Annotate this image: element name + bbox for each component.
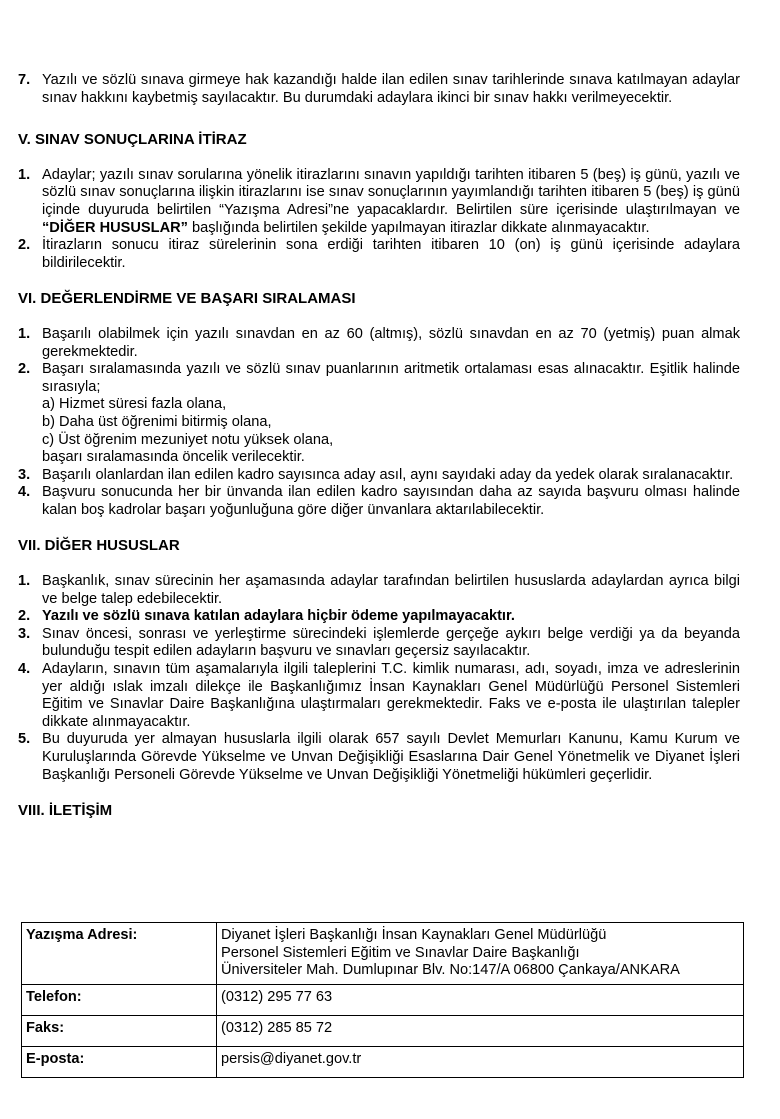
fax-label: Faks: <box>22 1016 217 1047</box>
item-text: Yazılı ve sözlü sınava girmeye hak kazandığı halde ilan edilen sınav tarihlerinde sınava katılmayan adaylar sınav hakkını kaybetmiş sayılacaktır. Bu durumdaki adaylara ikinci bir sınav hakkı verilmeyecektir. <box>42 72 740 106</box>
section-title-degerlendirme: VI. DEĞERLENDİRME VE BAŞARI SIRALAMASI <box>18 290 356 308</box>
item-number: 3. <box>18 466 31 483</box>
list-item <box>18 167 740 237</box>
phone-label: Telefon: <box>22 985 217 1016</box>
item-number: 5. <box>18 731 31 748</box>
list-item <box>18 467 740 485</box>
contact-table <box>21 922 744 1078</box>
fax-value: (0312) 285 85 72 <box>217 1016 744 1047</box>
item-text: Başarılı olabilmek için yazılı sınavdan en az 60 (altmış), sözlü sınavdan en az 70 (yetmiş) puan almak gerekmektedir. <box>42 325 740 360</box>
item-text-bold: Yazılı ve sözlü sınava katılan adaylara hiçbir ödeme yapılmayacaktır. <box>42 608 515 625</box>
item-number: 3. <box>18 625 31 642</box>
document-page <box>18 72 740 820</box>
email-label: E-posta: <box>22 1047 217 1078</box>
item-text: başarı sıralamasında öncelik verilecektir. <box>42 449 305 466</box>
sub-item: b) Daha üst öğrenimi bitirmiş olana, <box>42 413 272 430</box>
list-item <box>18 626 740 661</box>
item-text: Adayların, sınavın tüm aşamalarıyla ilgili taleplerini T.C. kimlik numarası, adı, soyadı, imza ve adreslerinin yer aldığı ıslak imzalı dilekçe ile Başkanlığımız İnsan Kaynakları Genel Müdürlüğü Personel Sistemleri Eğitim ve Sınavlar Daire Başkanlığına ulaştırmaları gerekmektedir. Faks ve e-posta ile ulaştırılan talepler dikkate alınmayacaktır. <box>42 661 740 730</box>
table-row <box>22 985 744 1016</box>
list-item-7 <box>18 72 740 107</box>
email-value: persis@diyanet.gov.tr <box>217 1047 744 1078</box>
item-number: 1. <box>18 573 31 590</box>
item-number: 1. <box>18 325 31 342</box>
list-item <box>18 484 740 519</box>
list-item <box>18 731 740 784</box>
item-text-bold: “DİĞER HUSUSLAR” <box>42 219 188 236</box>
list-item <box>18 608 740 626</box>
list-item <box>18 573 740 608</box>
section-title-iletisim: VIII. İLETİŞİM <box>18 802 113 820</box>
address-line: Üniversiteler Mah. Dumlupınar Blv. No:147/A 06800 Çankaya/ANKARA <box>221 962 680 979</box>
table-row <box>22 1047 744 1078</box>
address-label: Yazışma Adresi: <box>22 923 217 985</box>
item-number: 2. <box>18 608 31 625</box>
item-text: Adaylar; yazılı sınav sorularına yönelik itirazlarını sınavın yapıldığı tarihten itibaren 5 (beş) iş günü, yazılı ve sözlü sınav sonuçlarına ilişkin itirazlarını ise sınav sonuçlarının yayımlandığı tarihten itibaren 5 (beş) iş günü içinde duyuruda belirtilen “Yazışma Adresi”ne yapacaklardır. Belirtilen süre içerisinde ulaştırılmayan ve <box>42 166 740 218</box>
item-number: 7. <box>18 72 31 88</box>
item-text: Başkanlık, sınav sürecinin her aşamasında adaylar tarafından belirtilen hususlarda adaylardan ayrıca bilgi ve belge talep edebilecektir. <box>42 573 740 607</box>
item-text: İtirazların sonucu itiraz sürelerinin sona erdiği tarihten itibaren 10 (on) iş günü içerisinde adaylara bildirilecektir. <box>42 237 740 271</box>
address-line: Diyanet İşleri Başkanlığı İnsan Kaynakları Genel Müdürlüğü <box>221 927 607 943</box>
item-number: 4. <box>18 484 31 501</box>
list-item <box>18 661 740 731</box>
item-text: Başvuru sonucunda her bir ünvanda ilan edilen kadro sayısından daha az sayıda başvuru olması halinde kalan boş kadrolar başarı yoğunluğuna göre diğer ünvanlara aktarılabilecektir. <box>42 484 740 518</box>
sub-item: a) Hizmet süresi fazla olana, <box>42 396 227 413</box>
item-text: Sınav öncesi, sonrası ve yerleştirme sürecindeki işlemlerde gerçeğe aykırı belge verdiği ya da beyanda bulunduğu tespit edilen adayların başvuru ve sınavları geçersiz sayılacaktır. <box>42 625 740 660</box>
list-item <box>18 326 740 361</box>
item-number: 2. <box>18 361 31 378</box>
table-row <box>22 1016 744 1047</box>
item-number: 1. <box>18 166 31 183</box>
phone-value: (0312) 295 77 63 <box>217 985 744 1016</box>
item-text: Bu duyuruda yer almayan hususlarla ilgili olarak 657 sayılı Devlet Memurları Kanunu, Kamu Kurum ve Kuruluşlarında Görevde Yükselme ve Unvan Değişikliği Esaslarına Dair Genel Yönetmelik ve Diyanet İşleri Başkanlığı Personeli Görevde Yükselme ve Unvan Değişikliği Yönetmeliği hükümleri geçerlidir. <box>42 731 740 783</box>
sub-item: c) Üst öğrenim mezuniyet notu yüksek olana, <box>42 431 334 448</box>
section-title-diger-hususlar: VII. DİĞER HUSUSLAR <box>18 537 180 555</box>
address-line: Personel Sistemleri Eğitim ve Sınavlar Daire Başkanlığı <box>221 944 580 961</box>
list-item <box>18 361 740 467</box>
section-title-itiraz: V. SINAV SONUÇLARINA İTİRAZ <box>18 131 247 149</box>
item-number: 2. <box>18 237 31 254</box>
address-value <box>217 923 744 985</box>
item-text: başlığında belirtilen şekilde yapılmayan itirazlar dikkate alınmayacaktır. <box>187 219 650 236</box>
item-text: Başarılı olanlardan ilan edilen kadro sayısınca aday asıl, aynı sayıdaki aday da yedek olarak sıralanacaktır. <box>42 466 734 483</box>
item-text: Başarı sıralamasında yazılı ve sözlü sınav puanlarının aritmetik ortalaması esas alınacaktır. Eşitlik halinde sırasıyla; <box>42 361 740 395</box>
table-row <box>22 923 744 985</box>
list-item <box>18 237 740 272</box>
item-number: 4. <box>18 661 31 678</box>
